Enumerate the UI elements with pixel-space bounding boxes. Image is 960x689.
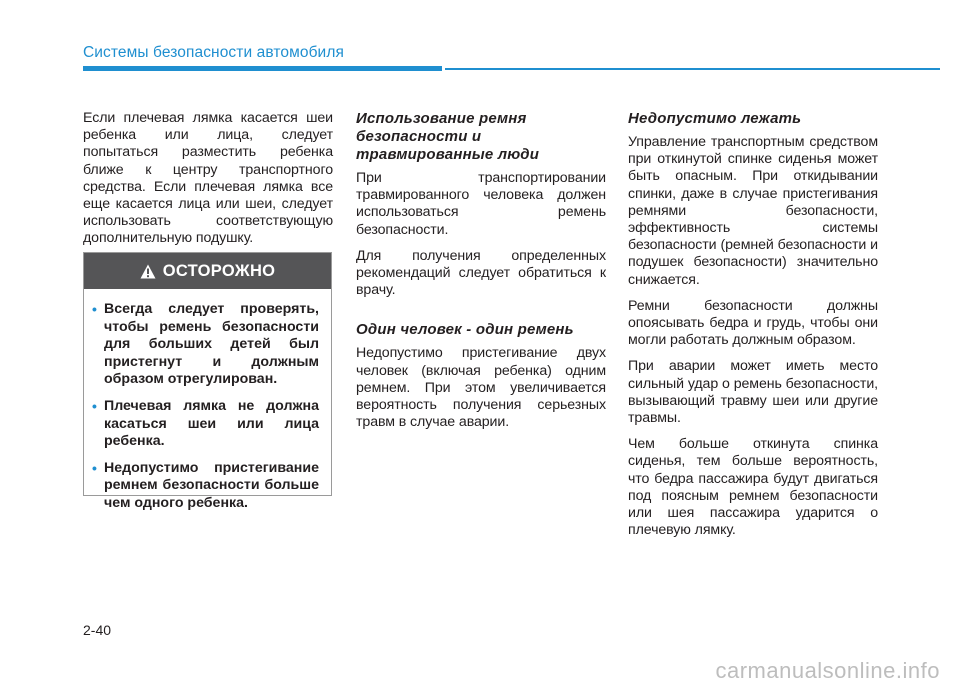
warning-list (84, 289, 331, 513)
header-rule-thin (445, 68, 940, 70)
paragraph: Недопустимо пристегивание двух человек (включая ребенка) одним ремнем. При этом увеличивается вероятность получения серьезных травм в случае аварии. (356, 345, 606, 431)
column-middle (356, 110, 606, 440)
column-left (83, 110, 333, 257)
warning-title: ОСТОРОЖНО (162, 261, 276, 280)
warning-header (84, 253, 331, 289)
warning-item-text: Всегда следует проверять, чтобы ремень безопасности для больших детей был пристегнут и должным образом отрегулирован. (104, 301, 319, 388)
warning-item (92, 459, 319, 513)
warning-box (83, 252, 332, 511)
heading-injured-persons: Использование ремня безопасности и травмированные люди (356, 110, 540, 163)
watermark: carmanualsonline.info (715, 658, 940, 683)
paragraph: Ремни безопасности должны опоясывать бедра и грудь, чтобы они могли работать должным образом. (628, 297, 878, 349)
heading-do-not-recline: Недопустимо лежать (628, 110, 802, 127)
warning-item-text: Плечевая лямка не должна касаться шеи или лица ребенка. (104, 397, 319, 450)
header-rule-thick (83, 66, 442, 71)
warning-item-text: Недопустимо пристегивание ремнем безопасности больше чем одного ребенка. (104, 459, 319, 511)
warning-item (92, 301, 319, 389)
intro-paragraph: Если плечевая лямка касается шеи ребенка или лица, следует попытаться разместить ребенка ближе к центру транспортного средства. Если плечевая лямка все еще касается лица или шеи, следует использовать соответствующую дополнительную подушку. (83, 110, 333, 247)
paragraph: Управление транспортным средством при откинутой спинке сиденья может быть опасным. При откидывании спинки, даже в случае пристегивания ремнями безопасности, эффективность системы безопасности (ремней безопасности и подушек безопасности) значительно снижается. (628, 134, 878, 288)
warning-triangle-icon (140, 264, 156, 279)
warning-item (92, 397, 319, 451)
paragraph: При транспортировании травмированного человека должен использоваться ремень безопасности. (356, 170, 606, 238)
column-right (628, 110, 878, 548)
heading-one-person-one-belt: Один человек - один ремень (356, 321, 574, 339)
paragraph: Для получения определенных рекомендаций следует обратиться к врачу. (356, 247, 606, 299)
paragraph: При аварии может иметь место сильный удар о ремень безопасности, вызывающий травму шеи или другие травмы. (628, 358, 878, 427)
section-title: Системы безопасности автомобиля (83, 44, 344, 61)
bullet-icon: • (92, 397, 97, 414)
page-number: 2-40 (83, 622, 112, 638)
bullet-icon: • (92, 301, 97, 317)
paragraph: Чем больше откинута спинка сиденья, тем больше вероятность, что бедра пассажира будут двигаться под поясным ремнем безопасности или шея пассажира ударится о плечевую лямку. (628, 436, 878, 539)
bullet-icon: • (92, 459, 97, 476)
